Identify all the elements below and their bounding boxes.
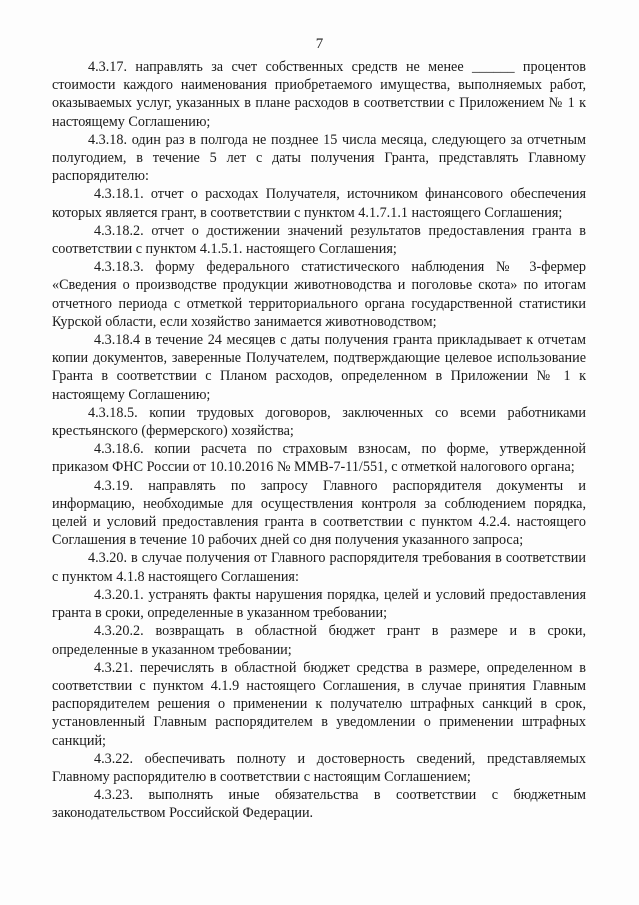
paragraph-4-3-18-6: 4.3.18.6. копии расчета по страховым взносам, по форме, утвержденной приказом ФНС России от 10.10.2016 № ММВ-7-11/551, с отметкой налогового органа; — [52, 441, 586, 476]
paragraph-4-3-18-2: 4.3.18.2. отчет о достижении значений результатов предоставления гранта в соответствии с пунктом 4.1.5.1. настоящего Соглашения; — [52, 222, 586, 258]
paragraph-4-3-23: 4.3.23. выполнять иные обязательства в соответствии с бюджетным законодательством Российской Федерации. — [52, 787, 586, 822]
paragraph-4-3-22: 4.3.22. обеспечивать полноту и достоверность сведений, представляемых Главному распорядителю в соответствии с настоящим Соглашением; — [52, 750, 586, 785]
paragraph-4-3-18-4: 4.3.18.4 в течение 24 месяцев с даты получения гранта прикладывает к отчетам копии документов, заверенные Получателем, подтверждающие целевое использование Гранта в соответствии с Планом расходов, определенном в Приложении № 1 к настоящему Соглашению; — [52, 332, 586, 403]
paragraph-4-3-17: 4.3.17. направлять за счет собственных средств не менее ______ процентов стоимости каждого наименования приобретаемого имущества, выполняемых работ, оказываемых услуг, указанных в плане расходов в соответствии с Приложением № 1 к настоящему Соглашению; — [52, 59, 586, 130]
document-body — [52, 58, 586, 823]
paragraph-4-3-21: 4.3.21. перечислять в областной бюджет средства в размере, определенном в соответствии с пунктом 4.1.9 настоящего Соглашения, в случае принятия Главным распорядителем решения о применении к получателю штрафных санкций в срок, установленный Главным распорядителем в уведомлении о применении штрафных санкций; — [52, 659, 586, 749]
paragraph-4-3-18-3: 4.3.18.3. форму федерального статистического наблюдения № 3-фермер «Сведения о производстве продукции животноводства и поголовье скота» по итогам отчетного периода с отметкой территориального органа государственной статистики Курской области, если хозяйство занимается животноводством; — [52, 259, 586, 330]
paragraph-4-3-20-2: 4.3.20.2. возвращать в областной бюджет грант в размере и в сроки, определенные в указанном требовании; — [52, 623, 586, 658]
paragraph-4-3-19: 4.3.19. направлять по запросу Главного распорядителя документы и информацию, необходимые для осуществления контроля за соблюдением порядка, целей и условий предоставления гранта в соответствии с пунктом 4.2.4. настоящего Соглашения в течение 10 рабочих дней со дня получения указанного запроса; — [52, 477, 586, 549]
paragraph-4-3-20-1: 4.3.20.1. устранять факты нарушения порядка, целей и условий предоставления гранта в сроки, определенные в указанном требовании; — [52, 586, 586, 622]
paragraph-4-3-18: 4.3.18. один раз в полгода не позднее 15 числа месяца, следующего за отчетным полугодием, в течение 5 лет с даты получения Гранта, представлять Главному распорядителю: — [52, 131, 586, 185]
paragraph-4-3-18-1: 4.3.18.1. отчет о расходах Получателя, источником финансового обеспечения которых является грант, в соответствии с пунктом 4.1.7.1.1 настоящего Соглашения; — [52, 186, 586, 221]
paragraph-4-3-18-5: 4.3.18.5. копии трудовых договоров, заключенных со всеми работниками крестьянского (фермерского) хозяйства; — [52, 404, 586, 440]
page-number: 7 — [315, 36, 324, 52]
paragraph-4-3-20: 4.3.20. в случае получения от Главного распорядителя требования в соответствии с пунктом 4.1.8 настоящего Соглашения: — [52, 550, 586, 585]
